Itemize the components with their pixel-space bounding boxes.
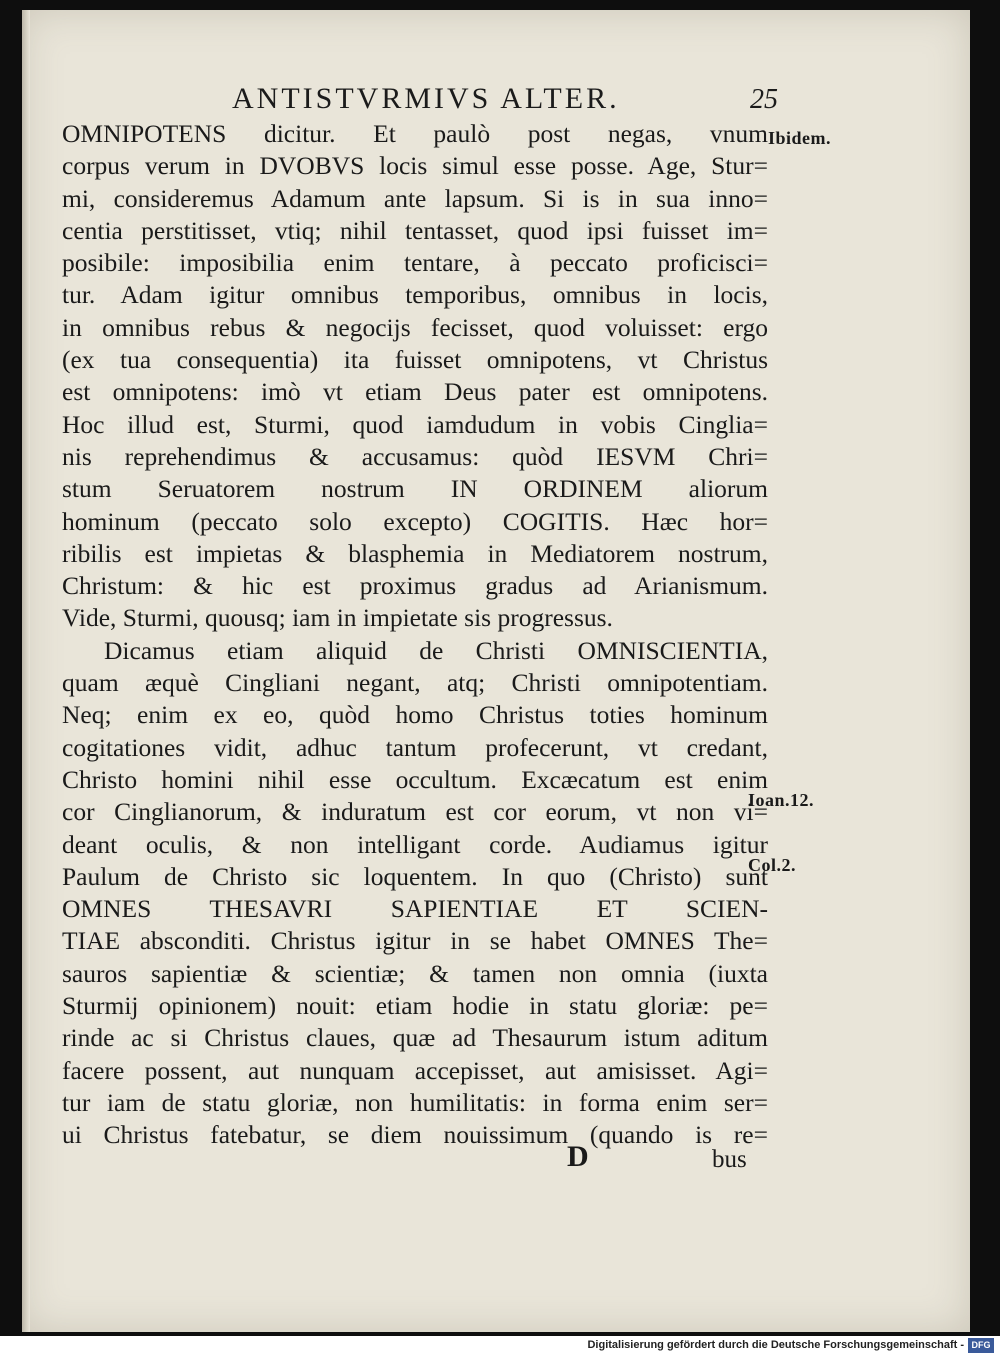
text-line: sauros sapientiæ & scientiæ; & tamen non omnia (iuxta	[62, 958, 768, 988]
margin-note-ioan: Ioan.12.	[748, 790, 815, 810]
margin-note-ibidem: Ibidem.	[768, 128, 832, 148]
text-line: Hoc illud est, Sturmi, quod iamdudum in vobis Cinglia=	[62, 409, 768, 439]
text-line: corpus verum in DVOBVS locis simul esse posse. Age, Stur=	[62, 151, 768, 181]
text-line-paragraph-start: Dicamus etiam aliquid de Christi OMNISCIENTIA,	[104, 635, 768, 665]
page-number: 25	[750, 84, 778, 115]
page-gutter-edge	[22, 10, 30, 1332]
text-block	[62, 118, 768, 1152]
text-line: cor Cinglianorum, & induratum est cor eorum, vt non vi=	[62, 797, 768, 827]
text-line: facere possent, aut nunquam accepisset, aut amisisset. Agi=	[62, 1055, 768, 1085]
footer-bar	[0, 1336, 1000, 1357]
text-line: (ex tua consequentia) ita fuisset omnipotens, vt Christus	[62, 345, 768, 375]
book-page	[22, 10, 970, 1332]
text-line: est omnipotens: imò vt etiam Deus pater est omnipotens.	[62, 377, 768, 407]
text-line: nis reprehendimus & accusamus: quòd IESVM Chri=	[62, 441, 768, 471]
text-line: TIAE absconditi. Christus igitur in se habet OMNES The=	[62, 926, 768, 956]
running-head: ANTISTVRMIVS ALTER.	[232, 82, 620, 115]
text-line: OMNIPOTENS dicitur. Et paulò post negas, vnum	[62, 119, 768, 148]
text-line: mi, consideremus Adamum ante lapsum. Si is in sua inno=	[62, 183, 768, 213]
text-line: stum Seruatorem nostrum IN ORDINEM aliorum	[62, 474, 768, 504]
text-line: Sturmij opinionem) nouit: etiam hodie in statu gloriæ: pe=	[62, 991, 768, 1021]
text-line: posibile: imposibilia enim tentare, à peccato proficisci=	[62, 248, 768, 278]
text-line: ribilis est impietas & blasphemia in Mediatorem nostrum,	[62, 538, 768, 568]
text-line: quam æquè Cingliani negant, atq; Christi omnipotentiam.	[62, 668, 768, 698]
text-line: rinde ac si Christus claues, quæ ad Thesaurum istum aditum	[62, 1023, 768, 1053]
text-line: in omnibus rebus & negocijs fecisset, quod voluisset: ergo	[62, 312, 768, 342]
text-line: OMNES THESAVRI SAPIENTIAE ET SCIEN-	[62, 894, 768, 924]
text-line: tur. Adam igitur omnibus temporibus, omnibus in locis,	[62, 280, 768, 310]
text-line: Vide, Sturmi, quousq; iam in impietate sis progressus.	[62, 603, 613, 633]
signature-mark: D	[567, 1140, 589, 1173]
catchword: bus	[712, 1146, 747, 1173]
text-line: hominum (peccato solo excepto) COGITIS. Hæc hor=	[62, 506, 768, 536]
text-line: Christum: & hic est proximus gradus ad Arianismum.	[62, 571, 768, 601]
text-line: Christo homini nihil esse occultum. Excæcatum est enim	[62, 764, 768, 794]
text-line: ui Christus fatebatur, se diem nouissimum (quando is re=	[62, 1120, 768, 1150]
text-line: tur iam de statu gloriæ, non humilitatis: in forma enim ser=	[62, 1087, 768, 1117]
text-line: deant oculis, & non intelligant corde. Audiamus igitur	[62, 829, 768, 859]
text-line: Paulum de Christo sic loquentem. In quo (Christo) sunt	[62, 861, 768, 891]
funding-credit: Digitalisierung gefördert durch die Deutsche Forschungsgemeinschaft -	[587, 1339, 964, 1351]
text-line: cogitationes vidit, adhuc tantum profecerunt, vt credant,	[62, 732, 768, 762]
dfg-logo: DFG	[968, 1338, 994, 1353]
margin-note-col: Col.2.	[748, 855, 796, 875]
text-line: Neq; enim ex eo, quòd homo Christus toties hominum	[62, 700, 768, 730]
text-line: centia perstitisset, vtiq; nihil tentasset, quod ipsi fuisset im=	[62, 215, 768, 245]
